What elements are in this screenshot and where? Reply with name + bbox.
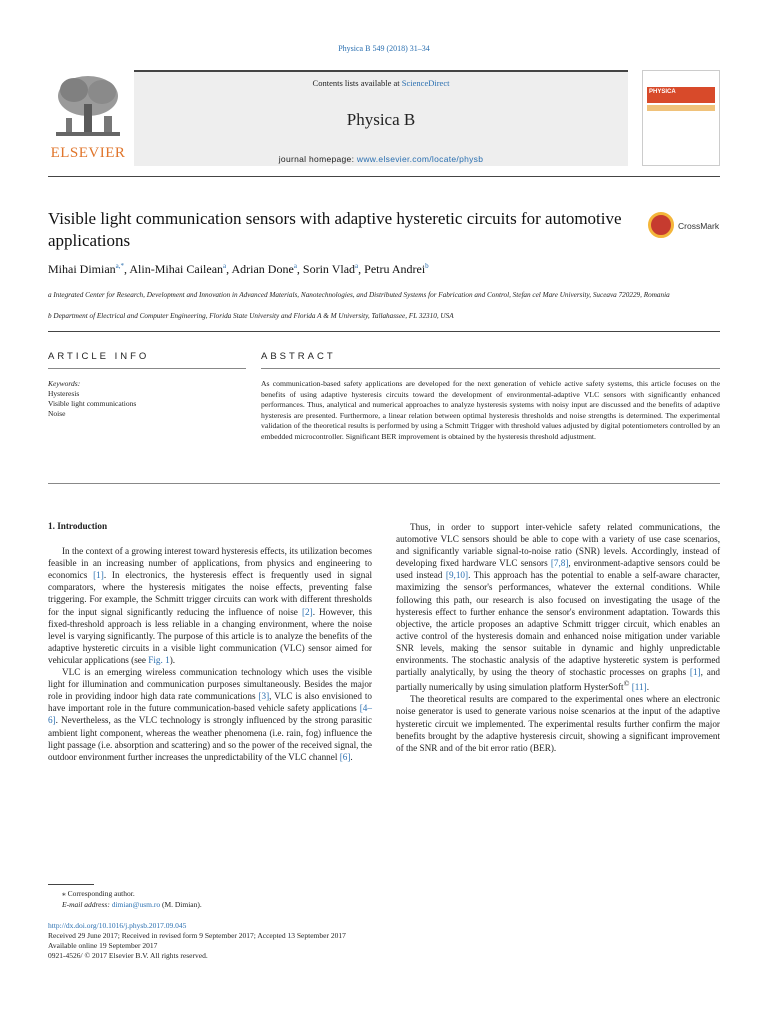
reference-link[interactable]: [2]	[301, 606, 313, 617]
keyword: Visible light communications	[48, 399, 137, 408]
paragraph: In the context of a growing interest toward hysteresis effects, its utilization becomes feasible in an increasing number of applications, from physics and engineering to economics [1]. In electronics, the hysteresis effect is frequently used in signal comparators, where the hysteresis mitigates the noise effects, preventing false triggering. For example, the Schmitt trigger circuits can work with different thresholds for the input signal significantly reducing the influence of noise [2]. However, this fixed-threshold approach is less reliable in a changing environment, where the noise level is varying significantly. The purpose of this article is to analyze the benefits of the adaptive hysteretic circuits in a visible light communication (VLC) sensor aimed for vehicular applications (see Fig. 1).	[48, 546, 372, 665]
author-affiliation-mark[interactable]: a	[293, 262, 297, 270]
crossmark-icon	[648, 212, 674, 238]
journal-header	[48, 70, 720, 170]
affiliation-a: a Integrated Center for Research, Development and Innovation in Advanced Materials, Nanotechnologies, and Distributed Systems for Fabrication and Control, Stefan cel Mare University, Suceava 720229, Romania	[48, 291, 670, 299]
email-note: E-mail address: dimian@usm.ro (M. Dimian).	[62, 899, 202, 909]
author-name: Alin-Mihai Cailean	[129, 262, 224, 276]
author-affiliation-mark[interactable]: b	[425, 262, 429, 270]
divider	[48, 368, 246, 369]
reference-link[interactable]: [1]	[689, 667, 701, 678]
journal-cover	[642, 70, 720, 166]
reference-link[interactable]: [4–6]	[48, 703, 372, 726]
tree-logo-icon	[48, 70, 128, 144]
paragraph: The theoretical results are compared to the experimental ones where an electronic noise generator is used to generate various noise scenarios at the input of the adaptive hysteretic circuit we implemented. The experimental results further confirm the major benefits brought by the adaptive hysteresis circuit, showing a significant improvement of the SNR and of the bit error ratio (BER).	[396, 694, 720, 753]
figure-link[interactable]: Fig. 1	[148, 654, 170, 665]
author-name: Adrian Done	[231, 262, 294, 276]
author-list: Mihai Dimian$^{a,*}$, Alin-Mihai Cailean$^a$, Adrian Done$^a$, Sorin Vlad$^a$, Petru Andrei$^b$	[48, 262, 429, 276]
author-name: Mihai Dimian	[48, 262, 116, 276]
paper-title: Visible light communication sensors with adaptive hysteretic circuits for automotive applications	[48, 209, 622, 250]
section-heading: 1. Introduction	[48, 521, 108, 531]
header-banner	[134, 70, 628, 166]
crossmark-badge[interactable]	[648, 210, 728, 244]
homepage-line: journal homepage: www.elsevier.com/locate/physb	[278, 154, 484, 164]
author-name: Petru Andrei	[364, 262, 426, 276]
footnote	[48, 889, 388, 910]
abstract-text: As communication-based safety applications are developed for the next generation of vehicle active safety systems, this article focuses on the benefits of using adaptive hysteresis circuits toward the development of environmental-adaptive VLC sensors with significantly enhanced performances. Thus, analytical and numerical approaches to analyze hysteresis systems with noisy input are discussed and the benefits of adaptive hysteresis are presented. Furthermore, a linear relation between optimal hysteresis thresholds and noise strengths is determined. The experimental validation of the theoretical results is performed by using a Schmitt Trigger with threshold values adjusted by digital potentiometers controlled by an embedded microcontroller. Significant BER improvement is obtained by the hysteresis threshold adjustment.	[261, 379, 720, 441]
reference-link[interactable]: [3]	[258, 691, 270, 702]
email-link[interactable]: dimian@usm.ro	[111, 899, 161, 909]
journal-title: Physica B	[346, 110, 416, 129]
journal-reference: Physica B 549 (2018) 31–34	[338, 44, 430, 53]
author-affiliation-mark[interactable]: a	[355, 262, 359, 270]
keyword: Hysteresis	[48, 389, 80, 398]
body-column-right	[396, 521, 720, 754]
keywords-block	[48, 379, 238, 419]
reference-link[interactable]: [9,10]	[445, 570, 469, 581]
online-date: Available online 19 September 2017	[48, 941, 158, 950]
author-name: Sorin Vlad	[302, 262, 356, 276]
sciencedirect-link[interactable]: ScienceDirect	[401, 78, 450, 88]
reference-link[interactable]: [1]	[93, 570, 104, 581]
divider	[48, 331, 720, 332]
affiliation-b: b Department of Electrical and Computer Engineering, Florida State University and Florida A & M University, Tallahassee, FL 32310, USA	[48, 312, 454, 320]
publisher-wordmark: ELSEVIER	[50, 145, 126, 161]
reference-link[interactable]: [11]	[631, 682, 647, 693]
corresponding-author-note: ⁎ Corresponding author.	[62, 889, 135, 898]
article-info-heading: ARTICLE INFO	[48, 351, 150, 362]
divider	[48, 483, 720, 484]
homepage-link[interactable]: www.elsevier.com/locate/physb	[356, 154, 484, 164]
crossmark-label: CrossMark	[678, 221, 720, 231]
paragraph: VLC is an emerging wireless communication technology which uses the visible light for illumination and communication purposes simultaneously. Besides the major role in providing indoor high data rate communications [3], VLC is also envisioned to have important role in the future communication-based vehicle safety applications [4–6]. Nevertheless, as the VLC technology is strongly influenced by the strong parasitic ambient light component, whereas the weather phenomena (i.e. rain, fog) influence the light passage (i.e. absorption and scattering) and so the power of the received signal, the outdoor environment further increases the unpredictability of the VLC channel [6].	[48, 667, 372, 762]
keyword: Noise	[48, 409, 66, 418]
footnote-divider	[48, 884, 94, 885]
divider	[48, 176, 720, 177]
contents-line: Contents lists available at ScienceDirect	[312, 78, 450, 88]
paragraph: Thus, in order to support inter-vehicle safety related communications, the automotive VLC sensors should be able to cope with a variety of use case scenarios, and significantly variable signal-to-noise ratio (SNR) levels. Accordingly, instead of developing fixed hardware VLC sensors [7,8], environment-adaptive sensors could be used instead [9,10]. This approach has the potential to enable a self-aware character, maximizing the sensor's performances, whatever the external conditions. While following this path, our research is also focused on investigating the usage of the hysteresis effect to further enhance the sensor's environment adaptation. Towards this objective, the article proposes an adaptive Schmitt trigger circuit, which enables an active control of the hysteresis domain and enhanced noise mitigation under variable SNR levels, making the sensor suitable in dynamic and highly unpredictable environments. The stochastic analysis of the adaptive hysteretic system is performed partially analytically, by using the theory of stochastic processes on graphs [1], and partially numerically by using simulation platform HysterSoft© [11].	[396, 522, 721, 693]
author-affiliation-mark[interactable]: a	[223, 262, 227, 270]
doi-link[interactable]: http://dx.doi.org/10.1016/j.physb.2017.09.045	[48, 921, 187, 930]
abstract-heading: ABSTRACT	[261, 351, 336, 362]
reference-link[interactable]: [6]	[339, 751, 351, 762]
author-affiliation-mark[interactable]: a,*	[115, 262, 125, 270]
article-footer	[48, 921, 548, 961]
elsevier-logo	[48, 70, 128, 166]
copyright: 0921-4526/ © 2017 Elsevier B.V. All rights reserved.	[48, 951, 208, 960]
divider	[261, 368, 720, 369]
cover-title: PHYSICA	[649, 89, 676, 95]
received-dates: Received 29 June 2017; Received in revised form 9 September 2017; Accepted 13 September 2017	[48, 931, 346, 940]
reference-link[interactable]: [7,8]	[550, 558, 569, 569]
keywords-heading: Keywords:	[48, 379, 81, 388]
body-column-left	[48, 520, 372, 763]
